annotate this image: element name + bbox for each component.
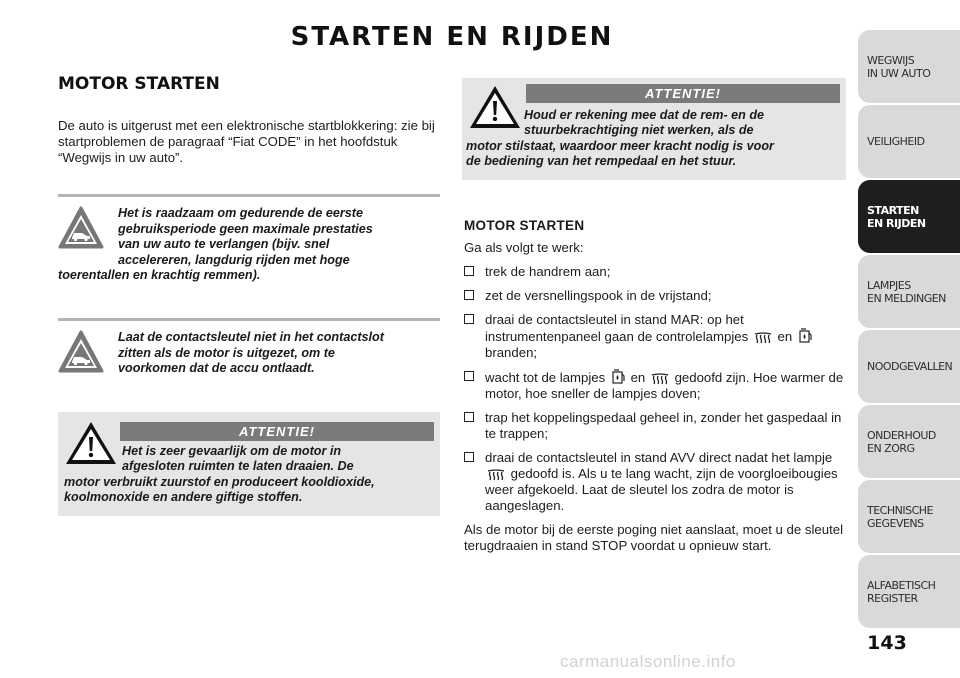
step-text: trek de handrem aan; [485, 264, 611, 279]
steps-list [464, 264, 844, 522]
step-text: trap het koppelingspedaal geheel in, zonder het gaspedaal in te trappen; [485, 410, 842, 441]
car-warning-triangle-icon [58, 205, 104, 251]
step-text: branden; [485, 345, 538, 360]
warning-line: de bediening van het rempedaal en het stuur. [466, 154, 737, 169]
intro-paragraph: De auto is uitgerust met een elektronische startblokkering: zie bij startproblemen de paragraaf “Fiat CODE” in het hoofdstuk “Wegwijs in uw auto”. [58, 118, 435, 165]
section-heading: MOTOR STARTEN [58, 74, 220, 94]
tab-lampjes[interactable]: LAMPJES EN MELDINGEN [858, 255, 960, 328]
glow-plug-icon [651, 373, 669, 385]
page-number: 143 [867, 632, 907, 654]
tab-wegwijs[interactable]: WEGWIJS IN UW AUTO [858, 30, 960, 103]
water-in-fuel-icon [798, 328, 812, 344]
warning-label: ATTENTIE! [526, 84, 840, 103]
list-item [464, 264, 844, 280]
tab-veiligheid[interactable]: VEILIGHEID [858, 105, 960, 178]
steps-heading: MOTOR STARTEN [464, 218, 585, 233]
checkbox-bullet-icon [464, 314, 474, 324]
warning-box-brakes [462, 78, 846, 180]
list-item [464, 288, 844, 304]
list-item [464, 450, 844, 514]
tab-noodgevallen[interactable]: NOODGEVALLEN [858, 330, 960, 403]
step-text: wacht tot de lampjes [485, 370, 606, 385]
step-text: gedoofd zijn. Hoe warmer de motor, hoe sneller de lampjes doven; [485, 370, 844, 401]
steps-intro: Ga als volgt te werk: [464, 240, 584, 255]
chapter-tabs [858, 30, 960, 630]
step-text: en [630, 370, 646, 385]
warning-line: afgesloten ruimten te laten draaien. De [122, 459, 354, 474]
note-line: Laat de contactsleutel niet in het contactslot [118, 330, 384, 344]
closing-paragraph: Als de motor bij de eerste poging niet aanslaat, moet u de sleutel terugdraaien in stand STOP voordat u opnieuw start. [464, 522, 844, 553]
note-line: toerentallen en krachtig remmen). [58, 268, 261, 282]
checkbox-bullet-icon [464, 266, 474, 276]
glow-plug-icon [754, 332, 772, 344]
list-item [464, 410, 844, 442]
checkbox-bullet-icon [464, 371, 474, 381]
tab-technische-gegevens[interactable]: TECHNISCHE GEGEVENS [858, 480, 960, 553]
checkbox-bullet-icon [464, 412, 474, 422]
step-text: draai de contactsleutel in stand AVV direct nadat het lampje [485, 450, 833, 465]
step-text: zet de versnellingspook in de vrijstand; [485, 288, 712, 303]
warning-box-exhaust [58, 412, 440, 516]
step-text: gedoofd is. Als u te lang wacht, zijn de voorgloeibougies weer afgekoeld. Laat de sleutel los zodra de motor is aangeslagen. [485, 466, 838, 513]
note-line: voorkomen dat de accu ontlaadt. [118, 361, 315, 375]
tab-onderhoud[interactable]: ONDERHOUD EN ZORG [858, 405, 960, 478]
car-warning-triangle-icon [58, 329, 104, 375]
checkbox-bullet-icon [464, 452, 474, 462]
warning-line: Het is zeer gevaarlijk om de motor in [122, 444, 342, 458]
warning-line: Houd er rekening mee dat de rem- en de [524, 108, 765, 122]
warning-label: ATTENTIE! [120, 422, 434, 441]
note-key [58, 318, 440, 377]
note-line: accelereren, langdurig rijden met hoge [118, 252, 350, 267]
note-line: zitten als de motor is uitgezet, om te [118, 345, 335, 360]
note-line: van uw auto te verlangen (bijv. snel [118, 237, 330, 251]
step-text: en [777, 329, 793, 344]
tab-starten-en-rijden[interactable]: STARTEN EN RIJDEN [858, 180, 960, 253]
water-in-fuel-icon [611, 369, 625, 385]
warning-line: motor stilstaat, waardoor meer kracht nodig is voor [466, 138, 774, 153]
page-title: STARTEN EN RIJDEN [290, 22, 614, 52]
watermark: carmanualsonline.info [560, 652, 736, 671]
note-break-in [58, 194, 440, 284]
warning-line: koolmonoxide en andere giftige stoffen. [64, 490, 303, 505]
list-item [464, 312, 844, 361]
note-line: gebruiksperiode geen maximale prestaties [118, 221, 373, 236]
note-line: Het is raadzaam om gedurende de eerste [118, 206, 363, 220]
tab-register[interactable]: ALFABETISCH REGISTER [858, 555, 960, 628]
step-text: draai de contactsleutel in stand MAR: op het instrumentenpaneel gaan de controlelampjes [485, 312, 749, 344]
list-item [464, 369, 844, 402]
checkbox-bullet-icon [464, 290, 474, 300]
glow-plug-icon [487, 469, 505, 481]
warning-line: motor verbruikt zuurstof en produceert kooldioxide, [64, 474, 375, 489]
warning-line: stuurbekrachtiging niet werken, als de [524, 123, 754, 138]
